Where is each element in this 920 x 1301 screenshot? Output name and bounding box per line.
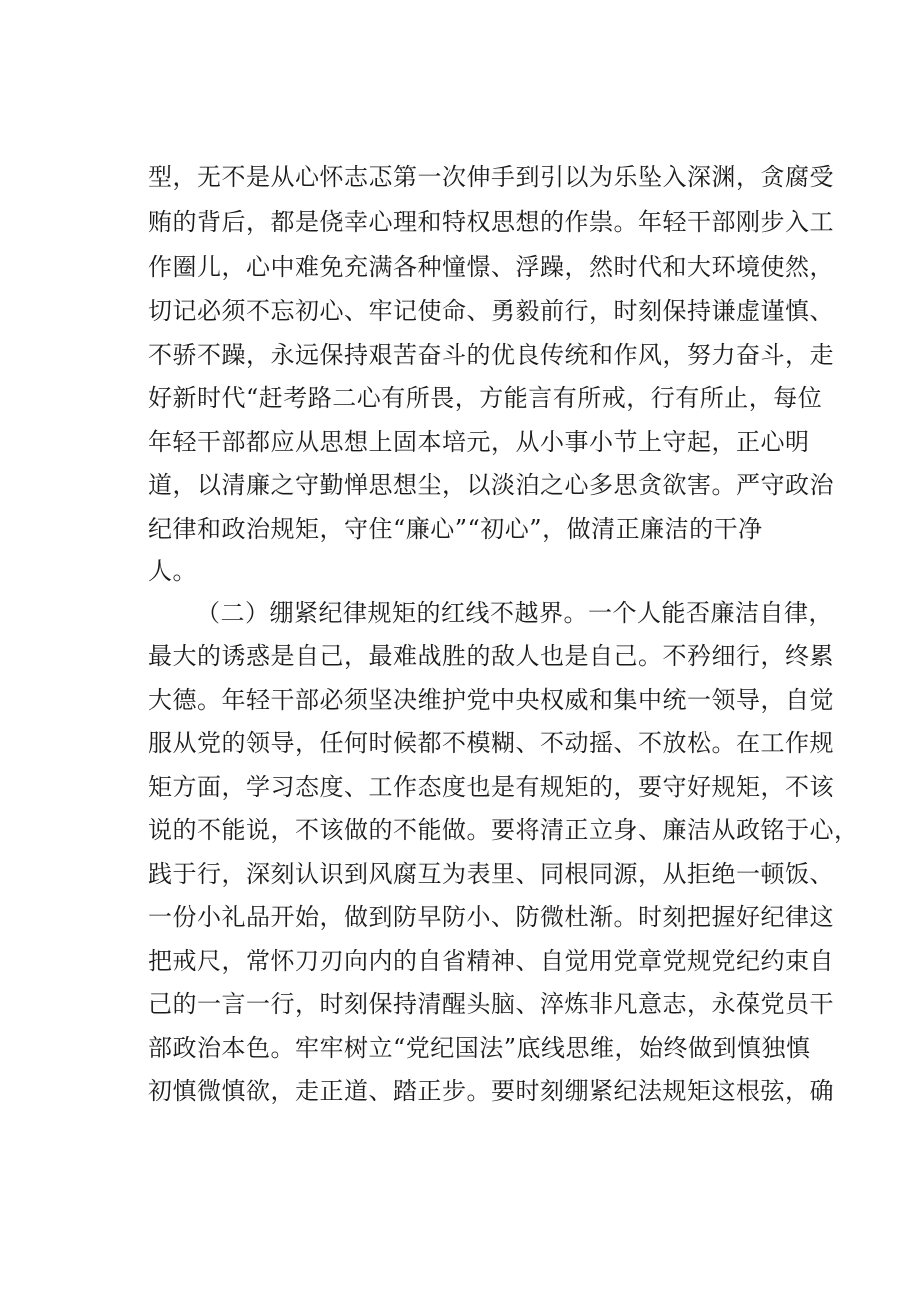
text-line: 最大的诱惑是自己，最难战胜的敌人也是自己。不矜细行，终累 (148, 642, 834, 670)
text-line: 己的一言一行，时刻保持清醒头脑、淬炼非凡意志，永葆党员干 (148, 990, 834, 1018)
text-line: 说的不能说，不该做的不能做。要将清正立身、廉洁从政铭于心， (148, 816, 859, 844)
text-line: 服从党的领导，任何时候都不模糊、不动摇、不放松。在工作规 (148, 729, 834, 757)
text-line: 矩方面，学习态度、工作态度也是有规矩的，要守好规矩，不该 (148, 773, 834, 801)
text-line: 初慎微慎欲，走正道、踏正步。要时刻绷紧纪法规矩这根弦，确 (148, 1077, 834, 1105)
text-line: 把戒尺，常怀刀刃向内的自省精神、自觉用党章党规党纪约束自 (148, 947, 834, 975)
text-line: 不骄不躁，永远保持艰苦奋斗的优良传统和作风，努力奋斗，走 (148, 341, 834, 369)
text-line: 一份小礼品开始，做到防早防小、防微杜渐。时刻把握好纪律这 (148, 903, 834, 931)
text-line: 践于行，深刻认识到风腐互为表里、同根同源，从拒绝一顿饭、 (148, 860, 834, 888)
text-line: 年轻干部都应从思想上固本培元，从小事小节上守起，正心明 (148, 428, 810, 456)
text-line: 部政治本色。牢牢树立“党纪国法”底线思维，始终做到慎独慎 (148, 1034, 811, 1062)
text-line: 贿的背后，都是侥幸心理和特权思想的作祟。年轻干部刚步入工 (148, 208, 834, 236)
text-line: 道，以清廉之守勤惮思想尘，以淡泊之心多思贪欲害。严守政治 (148, 471, 834, 499)
text-line: 切记必须不忘初心、牢记使命、勇毅前行，时刻保持谦虚谨慎、 (148, 297, 834, 325)
text-line: 大德。年轻干部必须坚决维护党中央权威和集中统一领导，自觉 (148, 686, 834, 714)
text-line: 好新时代“赶考路二心有所畏，方能言有所戒，行有所止，每位 (148, 384, 823, 412)
section-heading-line: （二）绷紧纪律规矩的红线不越界。一个人能否廉洁自律， (196, 599, 833, 627)
text-line: 作圈儿，心中难免充满各种憧憬、浮躁，然时代和大环境使然， (148, 253, 834, 281)
text-line: 型，无不是从心怀志忑第一次伸手到引以为乐坠入深渊，贪腐受 (148, 163, 834, 191)
text-line: 人。 (148, 557, 197, 585)
text-line: 纪律和政治规矩，守住“廉心”“初心”，做清正廉洁的干净 (148, 515, 763, 543)
